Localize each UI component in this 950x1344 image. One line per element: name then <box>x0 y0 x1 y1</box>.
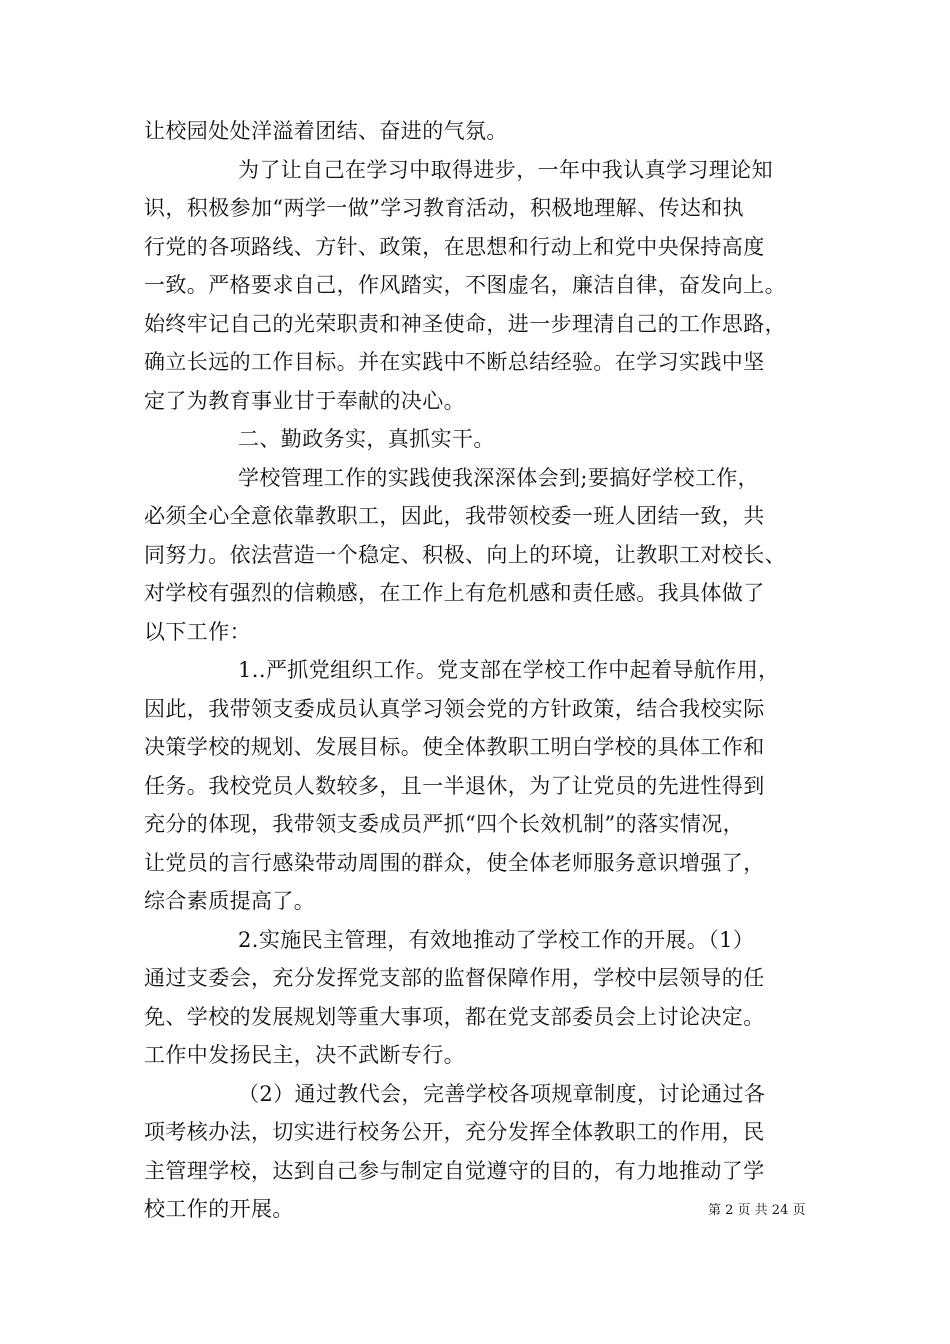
text-line: 对学校有强烈的信赖感，在工作上有危机感和责任感。我具体做了 <box>144 581 765 605</box>
text-line: 识，积极参加“两学一做”学习教育活动，积极地理解、传达和执 <box>144 196 745 220</box>
text-line: 项考核办法，切实进行校务公开，充分发挥全体教职工的作用，民 <box>144 1120 765 1144</box>
text-line: 综合素质提高了。 <box>144 889 316 913</box>
text-line: 同努力。依法营造一个稳定、积极、向上的环境，让教职工对校长、 <box>144 542 786 567</box>
text-line: 免、学校的发展规划等重大事项，都在党支部委员会上讨论决定。 <box>144 1004 765 1029</box>
document-body <box>144 112 834 1229</box>
text-line: 任务。我校党员人数较多，且一半退休，为了让党员的先进性得到 <box>144 773 765 798</box>
text-line: 通过支委会，充分发挥党支部的监督保障作用，学校中层领导的任 <box>144 966 765 990</box>
text-line: 2.实施民主管理，有效地推动了学校工作的开展。（1） <box>238 927 755 952</box>
text-line: 主管理学校，达到自己参与制定自觉遵守的目的，有力地推动了学 <box>144 1158 765 1183</box>
text-line: 工作中发扬民主，决不武断专行。 <box>144 1043 465 1067</box>
text-line: 决策学校的规划、发展目标。使全体教职工明白学校的具体工作和 <box>144 735 765 759</box>
text-line: 一致。严格要求自己，作风踏实，不图虚名，廉洁自律，奋发向上。 <box>144 273 786 297</box>
text-line: 行党的各项路线、方针、政策，在思想和行动上和党中央保持高度 <box>144 234 765 259</box>
text-line: 定了为教育事业甘于奉献的决心。 <box>144 388 465 413</box>
page-number-footer: 第 2 页 共 24 页 <box>708 1203 806 1218</box>
section-heading: 二、勤政务实，真抓实干。 <box>238 427 495 451</box>
text-line: 必须全心全意依靠教职工，因此，我带领校委一班人团结一致，共 <box>144 504 765 528</box>
text-line: （2）通过教代会，完善学校各项规章制度，讨论通过各 <box>238 1081 766 1106</box>
text-line: 充分的体现，我带领支委成员严抓“四个长效机制”的落实情况， <box>144 812 745 836</box>
text-line: 因此，我带领支委成员认真学习领会党的方针政策，结合我校实际 <box>144 696 765 721</box>
text-line: 校工作的开展。 <box>144 1197 294 1221</box>
text-line: 始终牢记自己的光荣职责和神圣使命，进一步理清自己的工作思路， <box>144 311 786 336</box>
text-line: 1..严抓党组织工作。党支部在学校工作中起着导航作用， <box>238 658 780 682</box>
text-line: 以下工作： <box>144 619 251 644</box>
text-line: 让党员的言行感染带动周围的群众，使全体老师服务意识增强了， <box>144 850 765 875</box>
text-line: 学校管理工作的实践使我深深体会到;要搞好学校工作， <box>238 465 760 490</box>
text-line: 确立长远的工作目标。并在实践中不断总结经验。在学习实践中坚 <box>144 350 765 374</box>
text-line: 让校园处处洋溢着团结、奋进的气氛。 <box>144 119 508 143</box>
text-line: 为了让自己在学习中取得进步，一年中我认真学习理论知 <box>238 157 773 182</box>
